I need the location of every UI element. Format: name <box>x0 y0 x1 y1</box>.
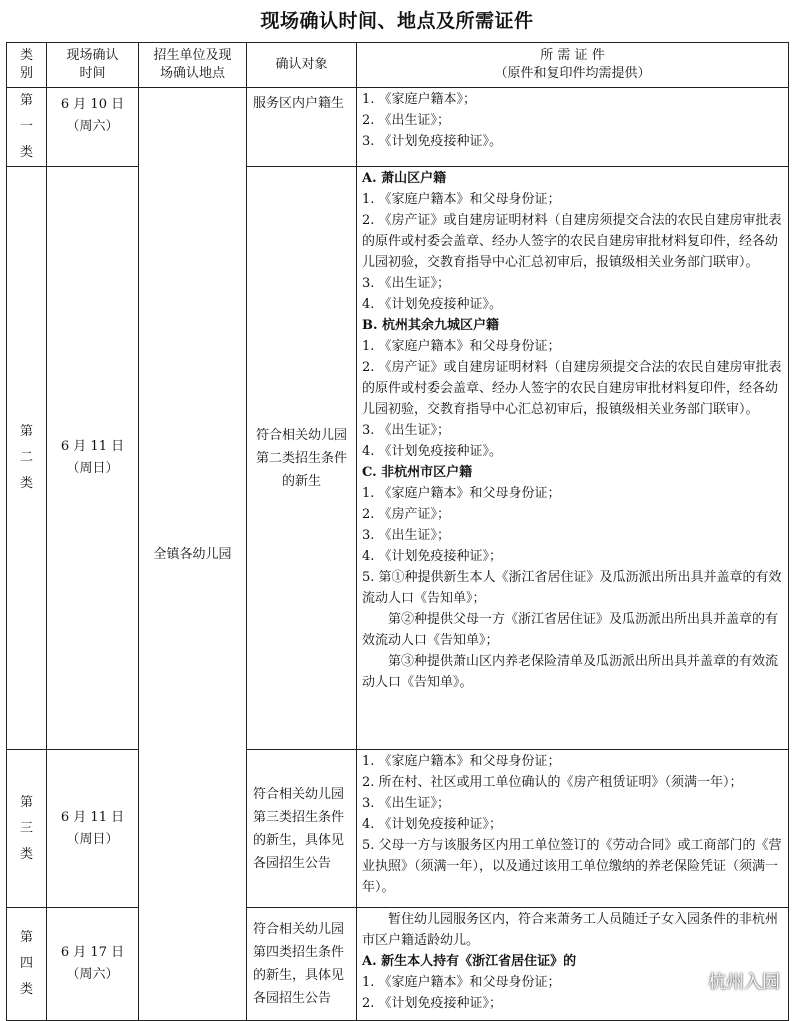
table-row <box>7 750 789 908</box>
doc-section-heading: B. 杭州其余九城区户籍 <box>362 318 500 333</box>
time-cell: 6 月 11 日 （周日） <box>47 750 139 908</box>
location-cell: 全镇各幼儿园 <box>139 88 247 1021</box>
page-title: 现场确认时间、地点及所需证件 <box>260 10 534 32</box>
doc-line: 3. 《计划免疫接种证》。 <box>362 134 503 149</box>
doc-line: 1. 《家庭户籍本》和父母身份证； <box>362 486 561 501</box>
doc-line: 2. 《房产证》或自建房证明材料（自建房须提交合法的农民自建房审批表的原件或村委会盖章、经办人签字的农民自建房审批材料复印件，经各幼儿园初验，交教育指导中心汇总初审后，报镇级相关业务部门联审）。 <box>362 213 782 270</box>
doc-section-heading: A. 萧山区户籍 <box>362 171 447 186</box>
doc-line: 2. 《房产证》； <box>362 507 451 522</box>
wechat-icon <box>681 972 703 990</box>
target-cell: 符合相关幼儿园第三类招生条件的新生，具体见各园招生公告 <box>247 750 357 908</box>
time-cell: 6 月 11 日 （周日） <box>47 167 139 750</box>
category-cell: 第 三 类 <box>7 750 47 908</box>
docs-cell <box>357 88 789 167</box>
docs-cell <box>357 750 789 908</box>
target-cell: 符合相关幼儿园第二类招生条件的新生 <box>247 167 357 750</box>
header-location: 招生单位及现 场确认地点 <box>139 43 247 88</box>
doc-line: 2. 所在村、社区或用工单位确认的《房产租赁证明》（须满一年）； <box>362 775 743 790</box>
header-target: 确认对象 <box>247 43 357 88</box>
doc-line: 第③种提供萧山区内养老保险清单及瓜沥派出所出具并盖章的有效流动人口《告知单》。 <box>362 654 779 690</box>
category-cell: 第 四 类 <box>7 908 47 1021</box>
time-cell: 6 月 17 日 （周六） <box>47 908 139 1021</box>
table-row <box>7 908 789 1021</box>
target-cell: 服务区内户籍生 <box>247 88 357 167</box>
doc-line: 暂住幼儿园服务区内，符合来萧务工人员随迁子女入园条件的非杭州市区户籍适龄幼儿。 <box>362 912 779 948</box>
doc-line: 1. 《家庭户籍本》和父母身份证； <box>362 754 561 769</box>
doc-line: 2. 《计划免疫接种证》； <box>362 996 503 1011</box>
header-category: 类 别 <box>7 43 47 88</box>
watermark-text: 杭州入园 <box>708 972 780 993</box>
doc-line: 5. 父母一方与该服务区内用工单位签订的《劳动合同》或工商部门的《营业执照》（须满一年），以及通过该用工单位缴纳的养老保险凭证（须满一年）。 <box>362 838 782 895</box>
doc-section-heading: C. 非杭州市区户籍 <box>362 465 473 480</box>
header-docs: 所 需 证 件 （原件和复印件均需提供） <box>357 43 789 88</box>
table-row <box>7 88 789 167</box>
time-cell: 6 月 10 日 （周六） <box>47 88 139 167</box>
table-header-row <box>7 43 789 88</box>
doc-line: 2. 《房产证》或自建房证明材料（自建房须提交合法的农民自建房审批表的原件或村委会盖章、经办人签字的农民自建房审批材料复印件，经各幼儿园初验，交教育指导中心汇总初审后，报镇级相关业务部门联审）。 <box>362 360 782 417</box>
category-cell: 第 二 类 <box>7 167 47 750</box>
doc-line: 第②种提供父母一方《浙江省居住证》及瓜沥派出所出具并盖章的有效流动人口《告知单》； <box>362 612 779 648</box>
doc-line: 2. 《出生证》； <box>362 113 451 128</box>
doc-line: 1. 《家庭户籍本》和父母身份证； <box>362 192 561 207</box>
docs-cell <box>357 908 789 1021</box>
doc-line: 4. 《计划免疫接种证》； <box>362 817 503 832</box>
doc-line: 1. 《家庭户籍本》和父母身份证； <box>362 975 561 990</box>
category-cell: 第 一 类 <box>7 88 47 167</box>
doc-line: 1. 《家庭户籍本》； <box>362 92 477 107</box>
doc-line: 3. 《出生证》； <box>362 796 451 811</box>
docs-cell <box>357 167 789 750</box>
doc-line: 3. 《出生证》； <box>362 528 451 543</box>
doc-line: 1. 《家庭户籍本》和父母身份证； <box>362 339 561 354</box>
doc-section-heading: A. 新生本人持有《浙江省居住证》的 <box>362 954 577 969</box>
doc-line: 4. 《计划免疫接种证》； <box>362 549 503 564</box>
doc-line: 5. 第①种提供新生本人《浙江省居住证》及瓜沥派出所出具并盖章的有效流动人口《告知单》； <box>362 570 782 606</box>
target-cell: 符合相关幼儿园第四类招生条件的新生，具体见各园招生公告 <box>247 908 357 1021</box>
doc-line: 4. 《计划免疫接种证》。 <box>362 297 503 312</box>
watermark <box>681 968 780 994</box>
doc-line: 4. 《计划免疫接种证》。 <box>362 444 503 459</box>
doc-line: 3. 《出生证》； <box>362 276 451 291</box>
table-row <box>7 167 789 750</box>
requirements-table <box>6 42 789 1021</box>
header-time: 现场确认 时间 <box>47 43 139 88</box>
doc-line: 3. 《出生证》； <box>362 423 451 438</box>
